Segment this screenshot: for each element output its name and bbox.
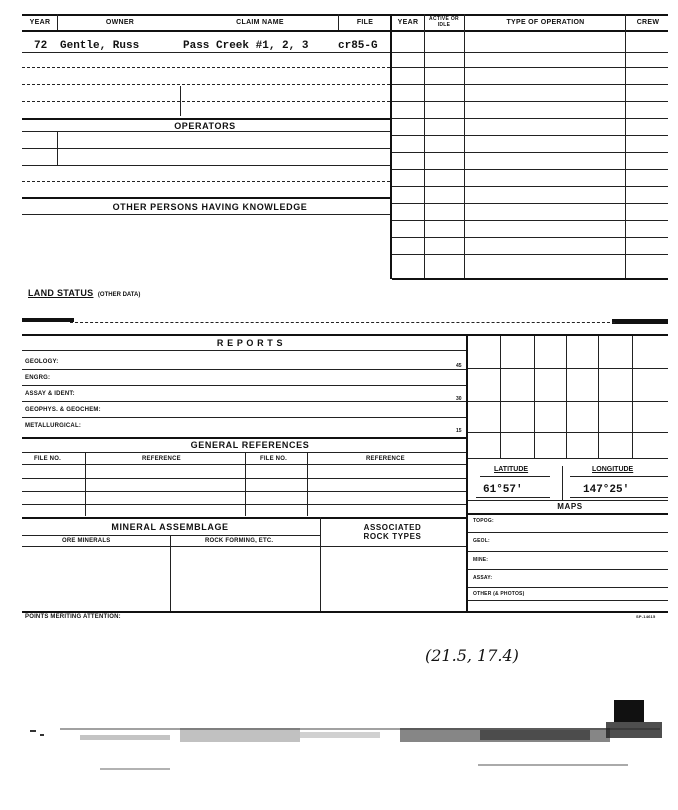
scan-noise-strip [0,700,678,790]
maps-mine: MINE: [473,557,489,563]
header-type-of-operation: TYPE OF OPERATION [506,19,585,26]
scale-number-45: 45 [456,363,462,369]
associated-rock-types-heading: ASSOCIATED ROCK TYPES [363,523,422,541]
header-year: YEAR [29,19,51,26]
maps-topog: TOPOG: [473,518,494,524]
report-geophys-geochem: GEOPHYS. & GEOCHEM: [25,407,101,413]
operators-heading: OPERATORS [174,121,236,131]
form-number: SP-14615 [636,614,656,619]
ref-col-reference-2: REFERENCE [366,456,405,462]
scale-number-15: 15 [456,428,462,434]
entry-file: cr85-G [338,40,378,52]
land-status-subtitle: (OTHER DATA) [97,292,141,298]
scale-number-30: 30 [456,396,462,402]
longitude-value: 147°25' [583,484,630,496]
latitude-label: LATITUDE [494,466,529,473]
entry-year: 72 [34,40,48,52]
entry-owner: Gentle, Russ [60,40,140,52]
mineral-assemblage-heading: MINERAL ASSEMBLAGE [111,522,229,532]
handwritten-note: (21.5, 17.4) [425,646,519,665]
header-active-idle: ACTIVE OR IDLE [429,16,459,28]
rock-forming-label: ROCK FORMING, ETC. [205,538,274,544]
land-status-heading [28,283,140,301]
header-owner: OWNER [105,19,135,26]
points-meriting-attention: POINTS MERITING ATTENTION: [25,614,121,620]
ore-minerals-label: ORE MINERALS [62,538,111,544]
maps-other-photos: OTHER (& PHOTOS) [473,591,525,597]
report-engrg: ENGRG: [25,375,51,381]
reports-heading: R E P O R T S [216,338,284,348]
maps-geol: GEOL: [473,538,490,544]
header-year-2: YEAR [397,19,419,26]
land-status-title: LAND STATUS [28,288,94,298]
latitude-value: 61°57' [483,484,523,496]
report-metallurgical: METALLURGICAL: [25,423,82,429]
general-references-heading: GENERAL REFERENCES [190,440,310,450]
ref-col-file-no: FILE NO. [34,456,61,462]
report-assay-ident: ASSAY & IDENT: [25,391,75,397]
other-persons-heading: OTHER PERSONS HAVING KNOWLEDGE [112,202,308,212]
report-geology: GEOLOGY: [25,359,59,365]
ref-col-reference: REFERENCE [142,456,181,462]
header-file: FILE [356,19,374,26]
header-crew: CREW [636,19,660,26]
maps-heading: MAPS [557,502,583,511]
longitude-label: LONGITUDE [592,466,634,473]
ref-col-file-no-2: FILE NO. [260,456,287,462]
header-claim-name: CLAIM NAME [236,19,284,26]
entry-claim-name: Pass Creek #1, 2, 3 [183,40,309,52]
maps-assay: ASSAY: [473,575,493,581]
